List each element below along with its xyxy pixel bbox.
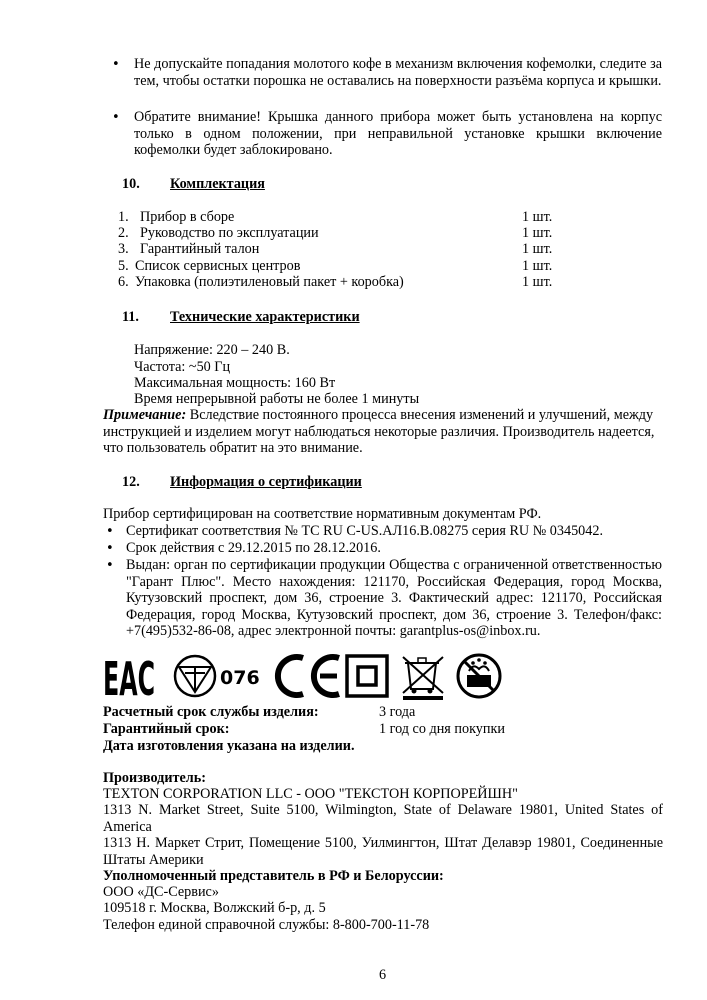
bullet-icon [112, 109, 132, 127]
list-item-number: 5. [118, 258, 129, 274]
warranty-label: Гарантийный срок: [103, 721, 230, 737]
list-item-label: Руководство по эксплуатации [140, 225, 319, 241]
bullet-text: Выдан: орган по сертификации продукции Общества с ограниченной ответственностью "Гарант Плюс". Место нахождения: 121170, Российская Федерация, город Москва, Кутузовский проспект, дом 36, строение 3. Фактический адрес: 121170, Российская Федерация, город Москва, Кутузовский проспект, дом 36, строение 3. Телефон/факс: +7(495)532-86-08, адрес электронной почты: garantplus-os@inbox.ru. [126, 557, 662, 640]
bullet-text: Срок действия с 29.12.2015 по 28.12.2016. [126, 540, 381, 556]
list-item-number: 2. [118, 225, 129, 241]
list-item-label: Гарантийный талон [140, 241, 260, 257]
svg-text:076: 076 [220, 667, 260, 689]
section-number: 11. [122, 309, 139, 325]
service-life-value: 3 года [379, 704, 416, 720]
manufacturer-address-en: 1313 N. Market Street, Suite 5100, Wilmington, State of Delaware 19801, United States of America [103, 802, 663, 835]
spec-line: Частота: ~50 Гц [134, 359, 231, 375]
representative-address: 109518 г. Москва, Волжский б-р, д. 5 [103, 900, 326, 916]
section-title: Комплектация [170, 176, 265, 192]
certification-marks [103, 651, 523, 701]
spec-line: Максимальная мощность: 160 Вт [134, 375, 336, 391]
bullet-icon [106, 540, 126, 558]
list-item-number: 6. [118, 274, 129, 290]
list-item-qty: 1 шт. [522, 241, 553, 257]
service-life-label: Расчетный срок службы изделия: [103, 704, 319, 720]
list-item-qty: 1 шт. [522, 258, 553, 274]
representative-label: Уполномоченный представитель в РФ и Белоруссии: [103, 868, 444, 884]
list-item-qty: 1 шт. [522, 209, 553, 225]
no-dishwasher-icon [458, 655, 500, 697]
warranty-value: 1 год со дня покупки [379, 721, 505, 737]
bullet-text: Не допускайте попадания молотого кофе в механизм включения кофемолки, следите за тем, чтобы остатки порошка не оставались на поверхности разъёма корпуса и крышки. [134, 56, 662, 89]
spec-line: Напряжение: 220 – 240 В. [134, 342, 290, 358]
section-title: Информация о сертификации [170, 474, 362, 490]
list-item-qty: 1 шт. [522, 274, 553, 290]
certification-intro: Прибор сертифицирован на соответствие нормативным документам РФ. [103, 506, 542, 522]
note-text: Вследствие постоянного процесса внесения изменений и улучшений, между инструкцией и изделием могут наблюдаться некоторые различия. Производитель надеется, что пользователь обратит на это внимание. [103, 407, 655, 457]
crossed-wheelie-bin-icon [403, 657, 443, 700]
note-paragraph [103, 407, 663, 457]
bullet-icon [106, 557, 126, 575]
note-label: Примечание: [103, 407, 187, 423]
bullet-icon [112, 56, 132, 74]
spec-line: Время непрерывной работы не более 1 минуты [134, 391, 420, 407]
manufacturer-name: TEXTON CORPORATION LLC - ООО "ТЕКСТОН КОРПОРЕЙШН" [103, 786, 518, 802]
page-number: 6 [379, 967, 387, 983]
list-item-label: Упаковка (полиэтиленовый пакет + коробка) [135, 274, 404, 290]
manufacture-date-note: Дата изготовления указана на изделии. [103, 738, 355, 754]
bullet-text: Обратите внимание! Крышка данного прибора может быть установлена на корпус только в одном положении, при неправильной установке крышки включение кофемолки будет заблокировано. [134, 109, 662, 159]
manufacturer-label: Производитель: [103, 770, 206, 786]
section-title: Технические характеристики [170, 309, 360, 325]
list-item-qty: 1 шт. [522, 225, 553, 241]
list-item-number: 3. [118, 241, 129, 257]
ce-mark-icon [278, 657, 339, 695]
list-item-label: Список сервисных центров [135, 258, 301, 274]
svg-text:EAC: EAC [103, 652, 155, 701]
bullet-text: Сертификат соответствия № ТС RU C-US.АЛ16.В.08275 серия RU № 0345042. [126, 523, 603, 539]
section-number: 12. [122, 474, 140, 490]
manufacturer-address-ru: 1313 Н. Маркет Стрит, Помещение 5100, Уилмингтон, Штат Делавэр 19801, Соединенные Штаты Америки [103, 835, 663, 868]
list-item-number: 1. [118, 209, 129, 225]
bullet-icon [106, 523, 126, 541]
eac-mark-icon [103, 652, 155, 701]
rst-certification-icon [175, 656, 260, 696]
section-number: 10. [122, 176, 140, 192]
list-item-label: Прибор в сборе [140, 209, 235, 225]
representative-name: ООО «ДС-Сервис» [103, 884, 219, 900]
double-insulation-icon [347, 656, 387, 696]
representative-phone: Телефон единой справочной службы: 8-800-700-11-78 [103, 917, 430, 933]
